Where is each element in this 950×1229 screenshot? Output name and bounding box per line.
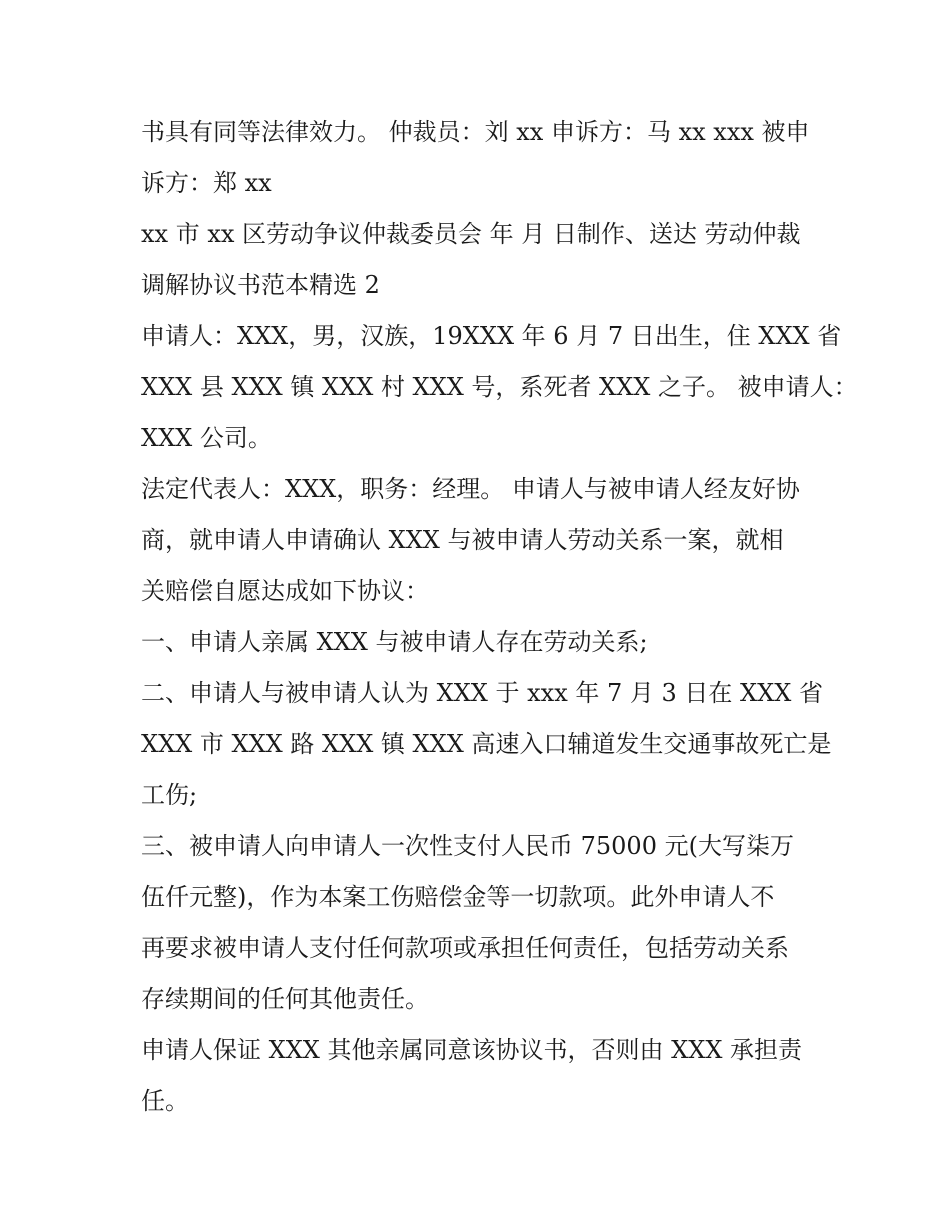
text-line: XXX 市 XXX 路 XXX 镇 XXX 高速入口辅道发生交通事故死亡是 — [141, 730, 832, 758]
text-line: 任。 — [141, 1087, 189, 1115]
text-line: xx 市 xx 区劳动争议仲裁委员会 年 月 日制作、送达 劳动仲裁 — [141, 220, 801, 248]
document-body — [141, 107, 858, 1127]
text-line: 二、申请人与被申请人认为 XXX 于 xxx 年 7 月 3 日在 XXX 省 — [141, 679, 823, 707]
text-line: 存续期间的任何其他责任。 — [141, 985, 429, 1013]
text-line: 调解协议书范本精选 2 — [141, 271, 380, 299]
text-line: 法定代表人：XXX，职务：经理。 申请人与被申请人经友好协 — [141, 475, 800, 503]
text-line: 诉方：郑 xx — [141, 169, 272, 197]
text-line: 伍仟元整)，作为本案工伤赔偿金等一切款项。此外申请人不 — [141, 883, 775, 911]
text-line: 商，就申请人申请确认 XXX 与被申请人劳动关系一案，就相 — [141, 526, 784, 554]
text-line: 关赔偿自愿达成如下协议： — [141, 577, 429, 605]
text-line: XXX 县 XXX 镇 XXX 村 XXX 号，系死者 XXX 之子。 被申请人： — [141, 373, 858, 401]
text-line: 申请人保证 XXX 其他亲属同意该协议书，否则由 XXX 承担责 — [141, 1036, 803, 1064]
text-line: 申请人：XXX，男，汉族，19XXX 年 6 月 7 日出生，住 XXX 省 — [141, 322, 842, 350]
text-line: 一、申请人亲属 XXX 与被申请人存在劳动关系; — [141, 628, 648, 656]
text-line: XXX 公司。 — [141, 424, 272, 452]
text-line: 工伤; — [141, 781, 198, 809]
text-line: 再要求被申请人支付任何款项或承担任何责任，包括劳动关系 — [141, 934, 789, 962]
text-line: 三、被申请人向申请人一次性支付人民币 75000 元(大写柒万 — [141, 832, 794, 860]
text-line: 书具有同等法律效力。 仲裁员：刘 xx 申诉方：马 xx xxx 被申 — [141, 118, 810, 146]
